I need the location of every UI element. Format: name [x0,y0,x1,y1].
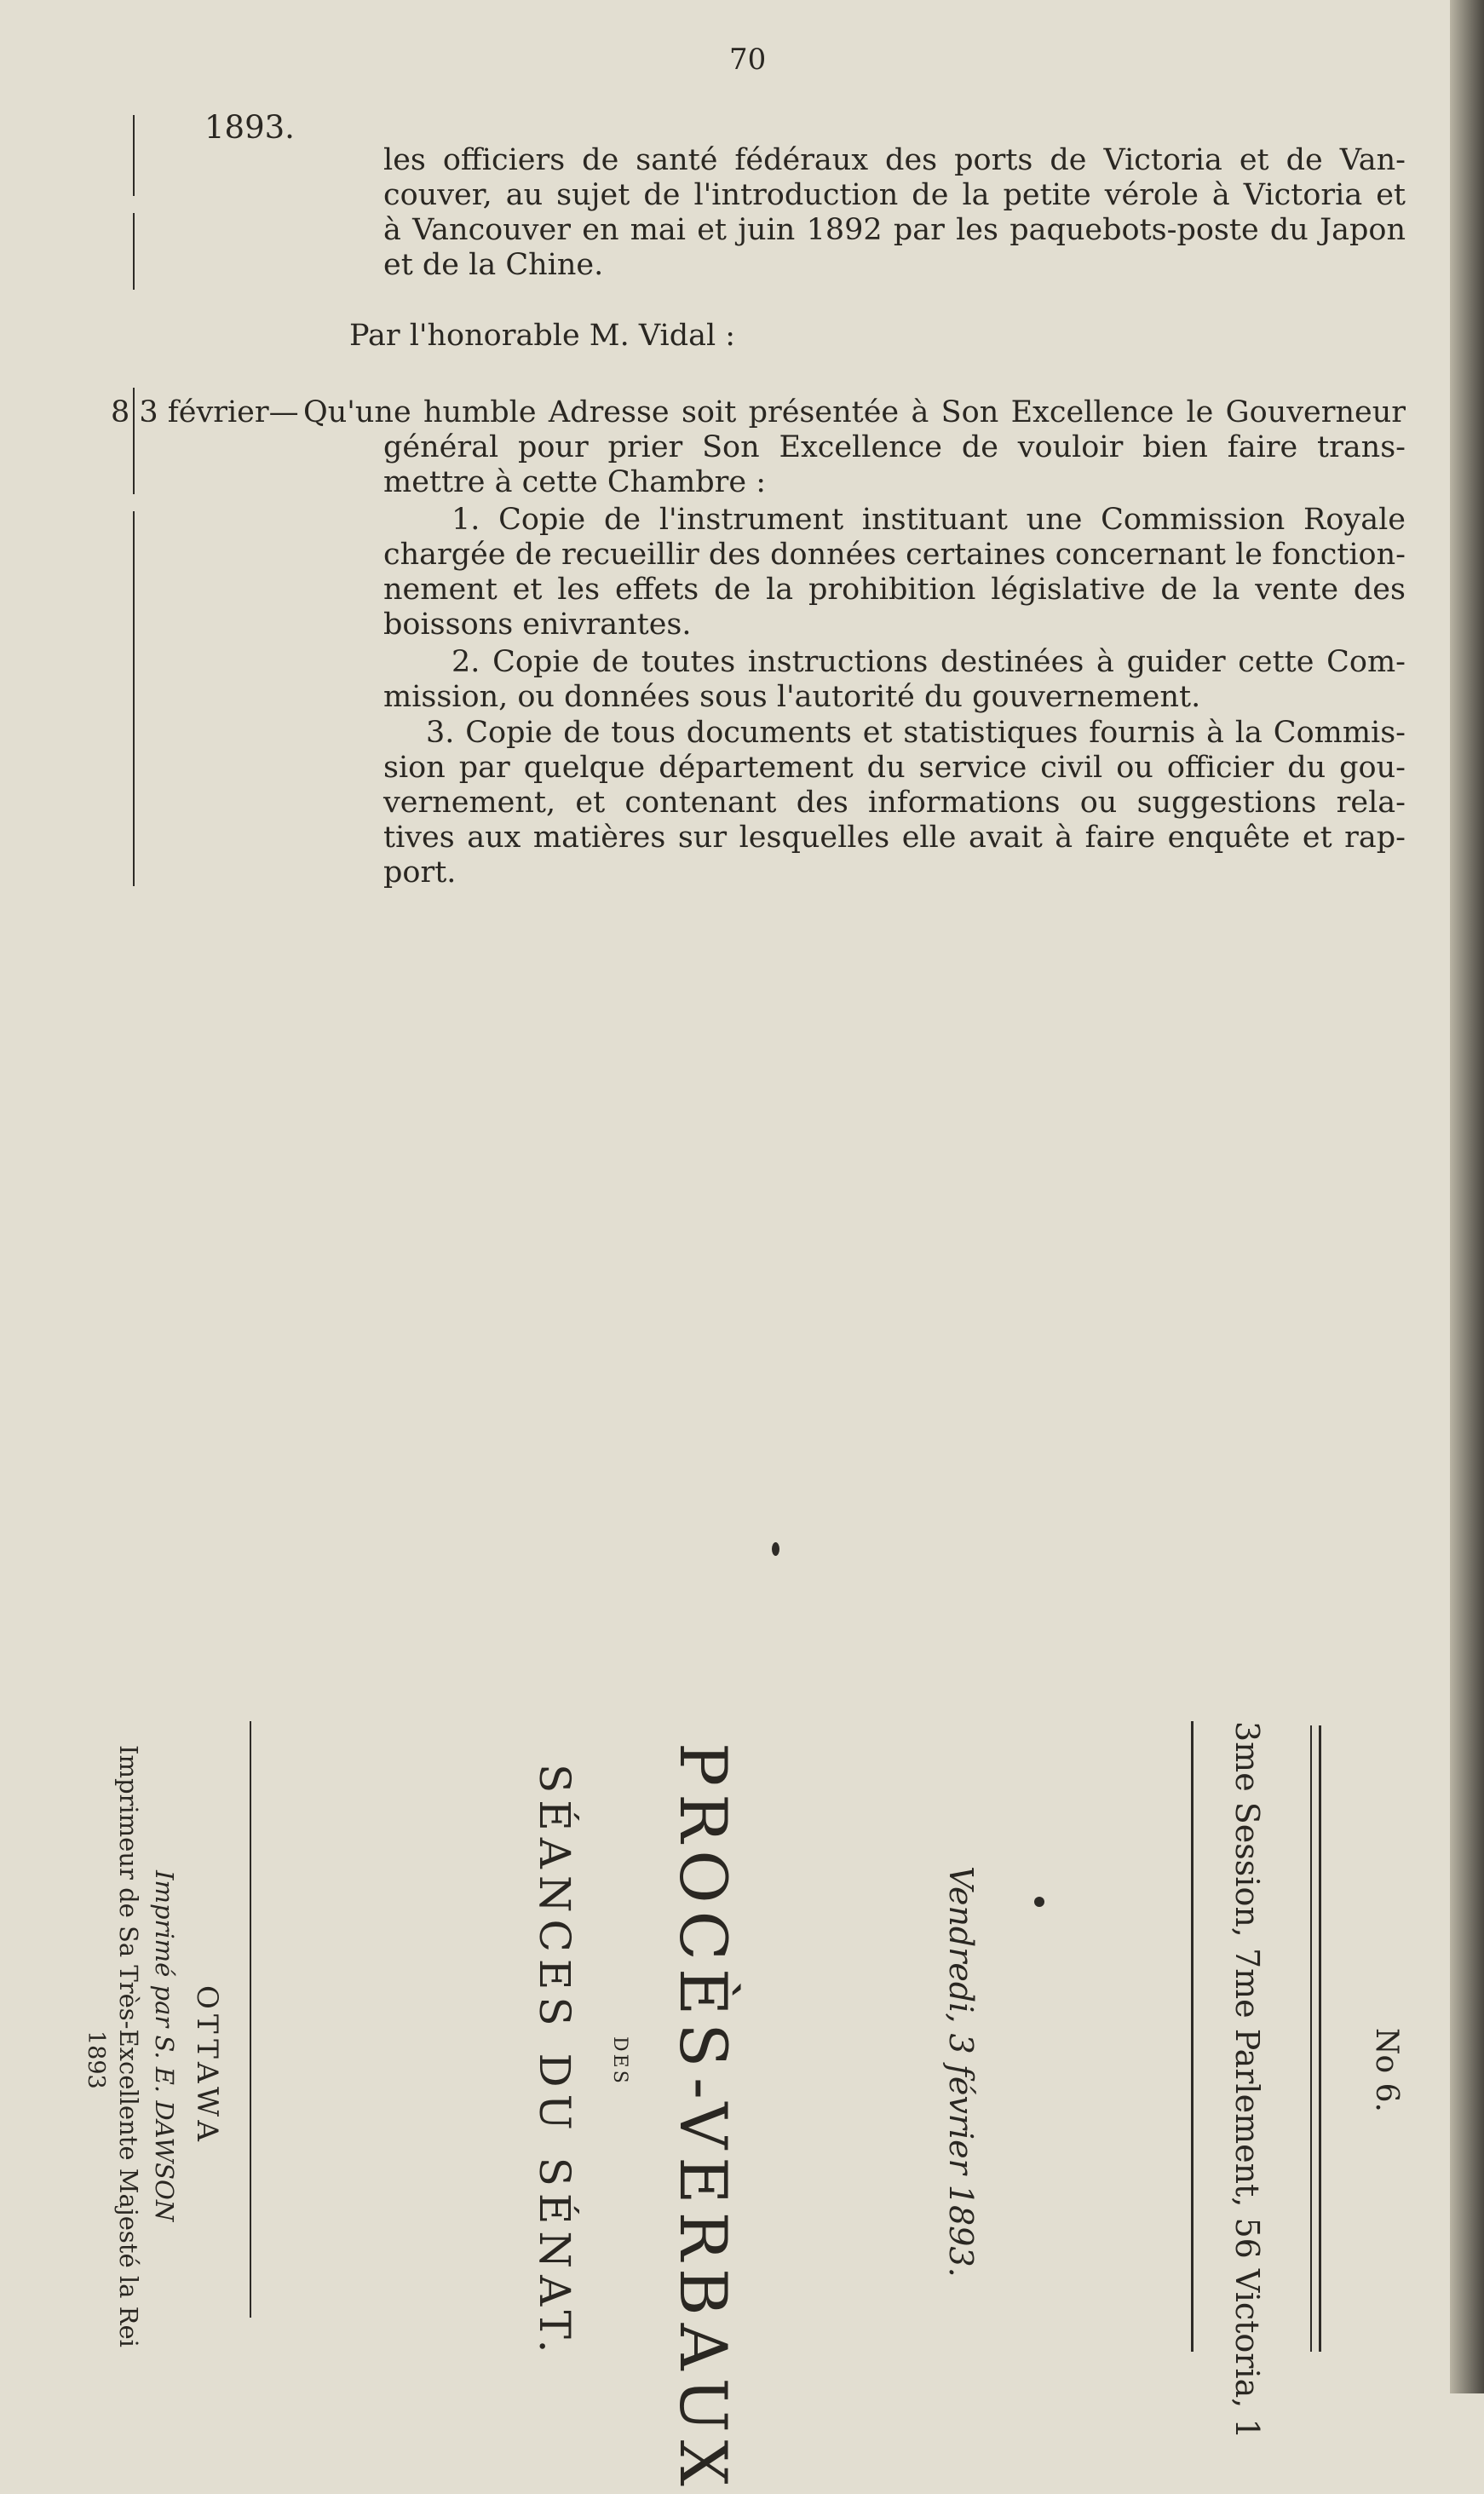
ink-dot [1034,1897,1044,1907]
cover-title: PROCÈS-VERBAUX [665,1742,741,2494]
motion-line-2: général pour prier Son Excellence de vouloir bien faire trans- [383,430,1406,464]
motion-line-12: vernement, et contenant des informations ou suggestions rela- [383,786,1406,820]
margin-rule-1 [133,115,135,196]
page-number: 70 [729,43,767,77]
motion-line-10: 3. Copie de tous documents et statistiques fournis à la Commis- [426,716,1406,750]
margin-rule-4 [133,511,135,886]
cover-printer-title: Imprimeur de Sa Très-Excellente Majesté la Rei [114,1745,143,2347]
motion-line-9: mission, ou données sous l'autorité du gouvernement. [383,680,1201,714]
paragraph1-line-1: les officiers de santé fédéraux des ports de Victoria et de Van- [383,143,1406,177]
motion-line-4: 1. Copie de l'instrument instituant une Commission Royale [452,503,1406,537]
paragraph1-line-4: et de la Chine. [383,248,604,282]
motion-line-13: tives aux matières sur lesquelles elle avait à faire enquête et rap- [383,821,1406,855]
section-heading: Par l'honorable M. Vidal : [349,319,736,353]
cover-series: 3me Session, 7me Parlement, 56 Victoria, 1 [1228,1721,1266,2439]
motion-line-11: sion par quelque département du service civil ou officier du gou- [383,751,1406,785]
cover-year: 1893 [83,2030,109,2089]
cover-des: DES [609,2036,630,2086]
motion-line-1: Qu'une humble Adresse soit présentée à Son Excellence le Gouverneur [303,395,1406,429]
cover-subtitle: SÉANCES DU SÉNAT. [530,1764,579,2360]
motion-line-7: boissons enivrantes. [383,608,692,642]
motion-line-14: port. [383,855,457,890]
motion-line-8: 2. Copie de toutes instructions destinées à guider cette Com- [452,645,1406,679]
cover-date: Vendredi, 3 février 1893. [942,1866,980,2278]
motion-line-3: mettre à cette Chambre : [383,465,767,499]
cover-rule-mid [1191,1721,1194,2352]
margin-rule-2 [133,213,135,290]
cover-city: OTTAWA [190,1985,224,2146]
page-edge-shadow [1450,0,1484,2393]
cover-rule-left [250,1721,251,2318]
motion-line-5: chargée de recueillir des données certaines concernant le fonction- [383,538,1406,572]
paragraph1-line-3: à Vancouver en mai et juin 1892 par les paquebots-poste du Japon [383,213,1406,247]
cover-printer: Imprimé par S. E. DAWSON [150,1870,179,2222]
margin-date-entry: 8 3 février— [111,395,299,429]
cover-rule-right-inner [1310,1725,1312,2352]
margin-year: 1893. [204,109,295,146]
paragraph1-line-2: couver, au sujet de l'introduction de la petite vérole à Victoria et [383,178,1406,212]
cover-rule-right-outer [1319,1725,1321,2352]
motion-line-6: nement et les effets de la prohibition législative de la vente des [383,573,1406,607]
cover-number: No 6. [1369,2028,1404,2112]
ink-speck [772,1542,779,1556]
